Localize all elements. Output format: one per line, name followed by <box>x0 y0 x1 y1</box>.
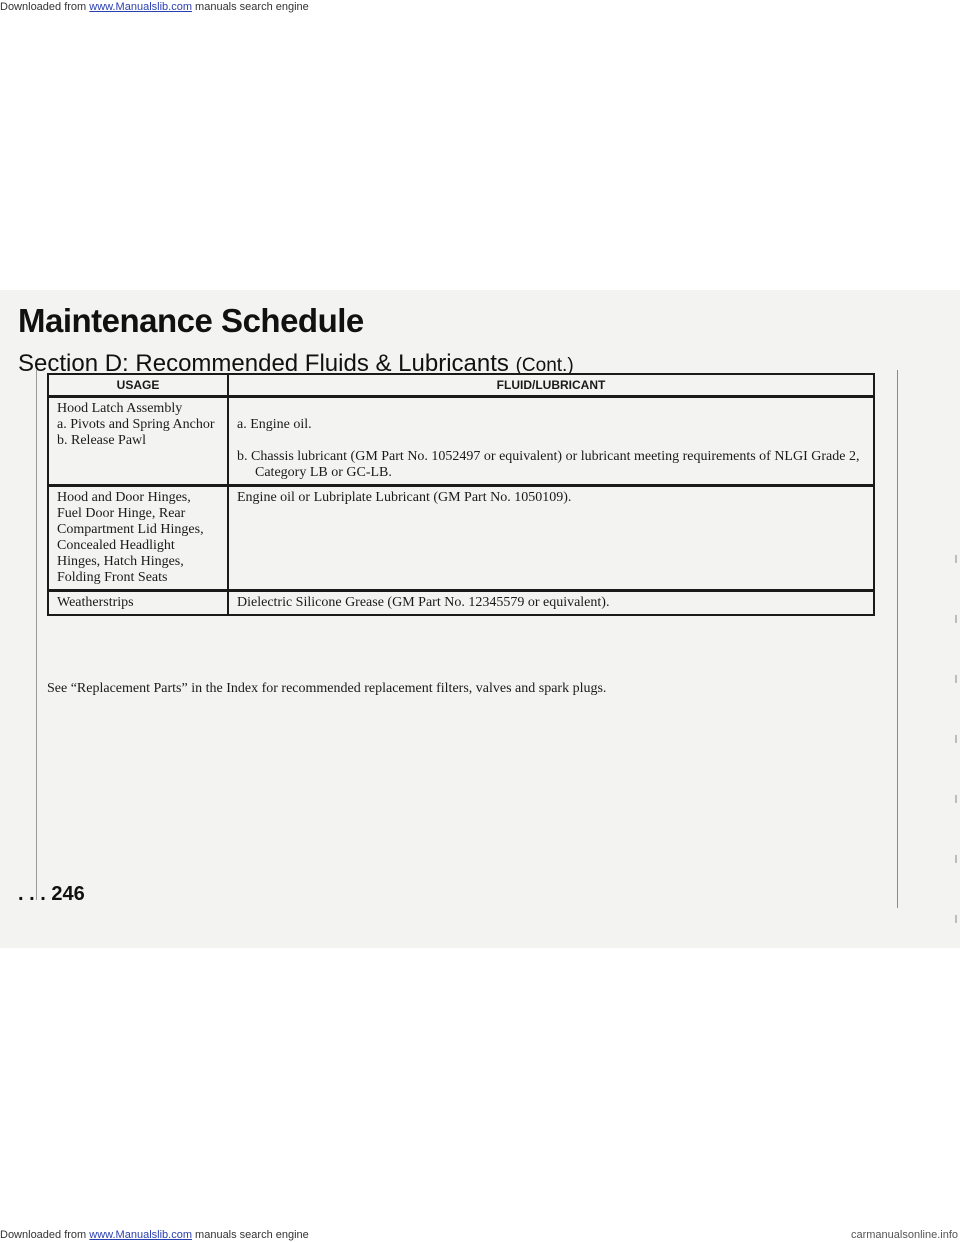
fluids-table <box>47 373 875 616</box>
table-header-row <box>48 374 874 397</box>
usage-subitem: b. Release Pawl <box>57 433 147 448</box>
page-edge-marks <box>955 555 957 935</box>
download-footer <box>0 1228 960 1242</box>
fluid-cell <box>228 486 874 591</box>
fluid-item: Engine oil or Lubriplate Lubricant (GM Part No. 1050109). <box>237 490 572 505</box>
fluid-cell <box>228 591 874 616</box>
fluid-column-header: FLUID/LUBRICANT <box>228 374 874 397</box>
replacement-parts-note: See “Replacement Parts” in the Index for recommended replacement filters, valves and spark plugs. <box>47 681 607 696</box>
usage-item: Weatherstrips <box>57 595 134 610</box>
manualslib-link[interactable]: www.Manualslib.com <box>89 1 192 13</box>
fluid-cell <box>228 397 874 486</box>
page-number: . . . 246 <box>18 883 85 905</box>
watermark-text: carmanualsonline.info <box>850 1229 958 1241</box>
usage-item: Hood and Door Hinges, Fuel Door Hinge, Rear Compartment Lid Hinges, Concealed Headlight Hinges, Hatch Hinges, Folding Front Seats <box>57 490 204 585</box>
usage-item: Hood Latch Assembly <box>57 401 183 416</box>
manualslib-link[interactable]: www.Manualslib.com <box>89 1229 192 1241</box>
usage-cell <box>48 397 228 486</box>
table-row <box>48 591 874 616</box>
table-row <box>48 397 874 486</box>
usage-cell <box>48 486 228 591</box>
footer-suffix: manuals search engine <box>195 1229 309 1241</box>
usage-column-header: USAGE <box>48 374 228 397</box>
header-prefix: Downloaded from <box>0 1 87 13</box>
fluid-item: Dielectric Silicone Grease (GM Part No. 12345579 or equivalent). <box>237 595 610 610</box>
section-title-text: Section D: Recommended Fluids & Lubricants <box>18 350 509 377</box>
right-margin-rule <box>897 370 898 908</box>
footer-prefix: Downloaded from <box>0 1229 87 1241</box>
download-header <box>0 0 960 14</box>
usage-cell <box>48 591 228 616</box>
fluid-subitem: a. Engine oil. <box>237 417 312 432</box>
page-title: Maintenance Schedule <box>18 302 364 339</box>
header-suffix: manuals search engine <box>195 1 309 13</box>
left-margin-rule <box>36 370 37 900</box>
table-row <box>48 486 874 591</box>
usage-subitem: a. Pivots and Spring Anchor <box>57 417 215 432</box>
fluid-subitem: b. Chassis lubricant (GM Part No. 1052497 or equivalent) or lubricant meeting requirements of NLGI Grade 2, Category LB or GC-LB. <box>237 449 860 480</box>
section-cont-label: (Cont.) <box>515 355 574 376</box>
